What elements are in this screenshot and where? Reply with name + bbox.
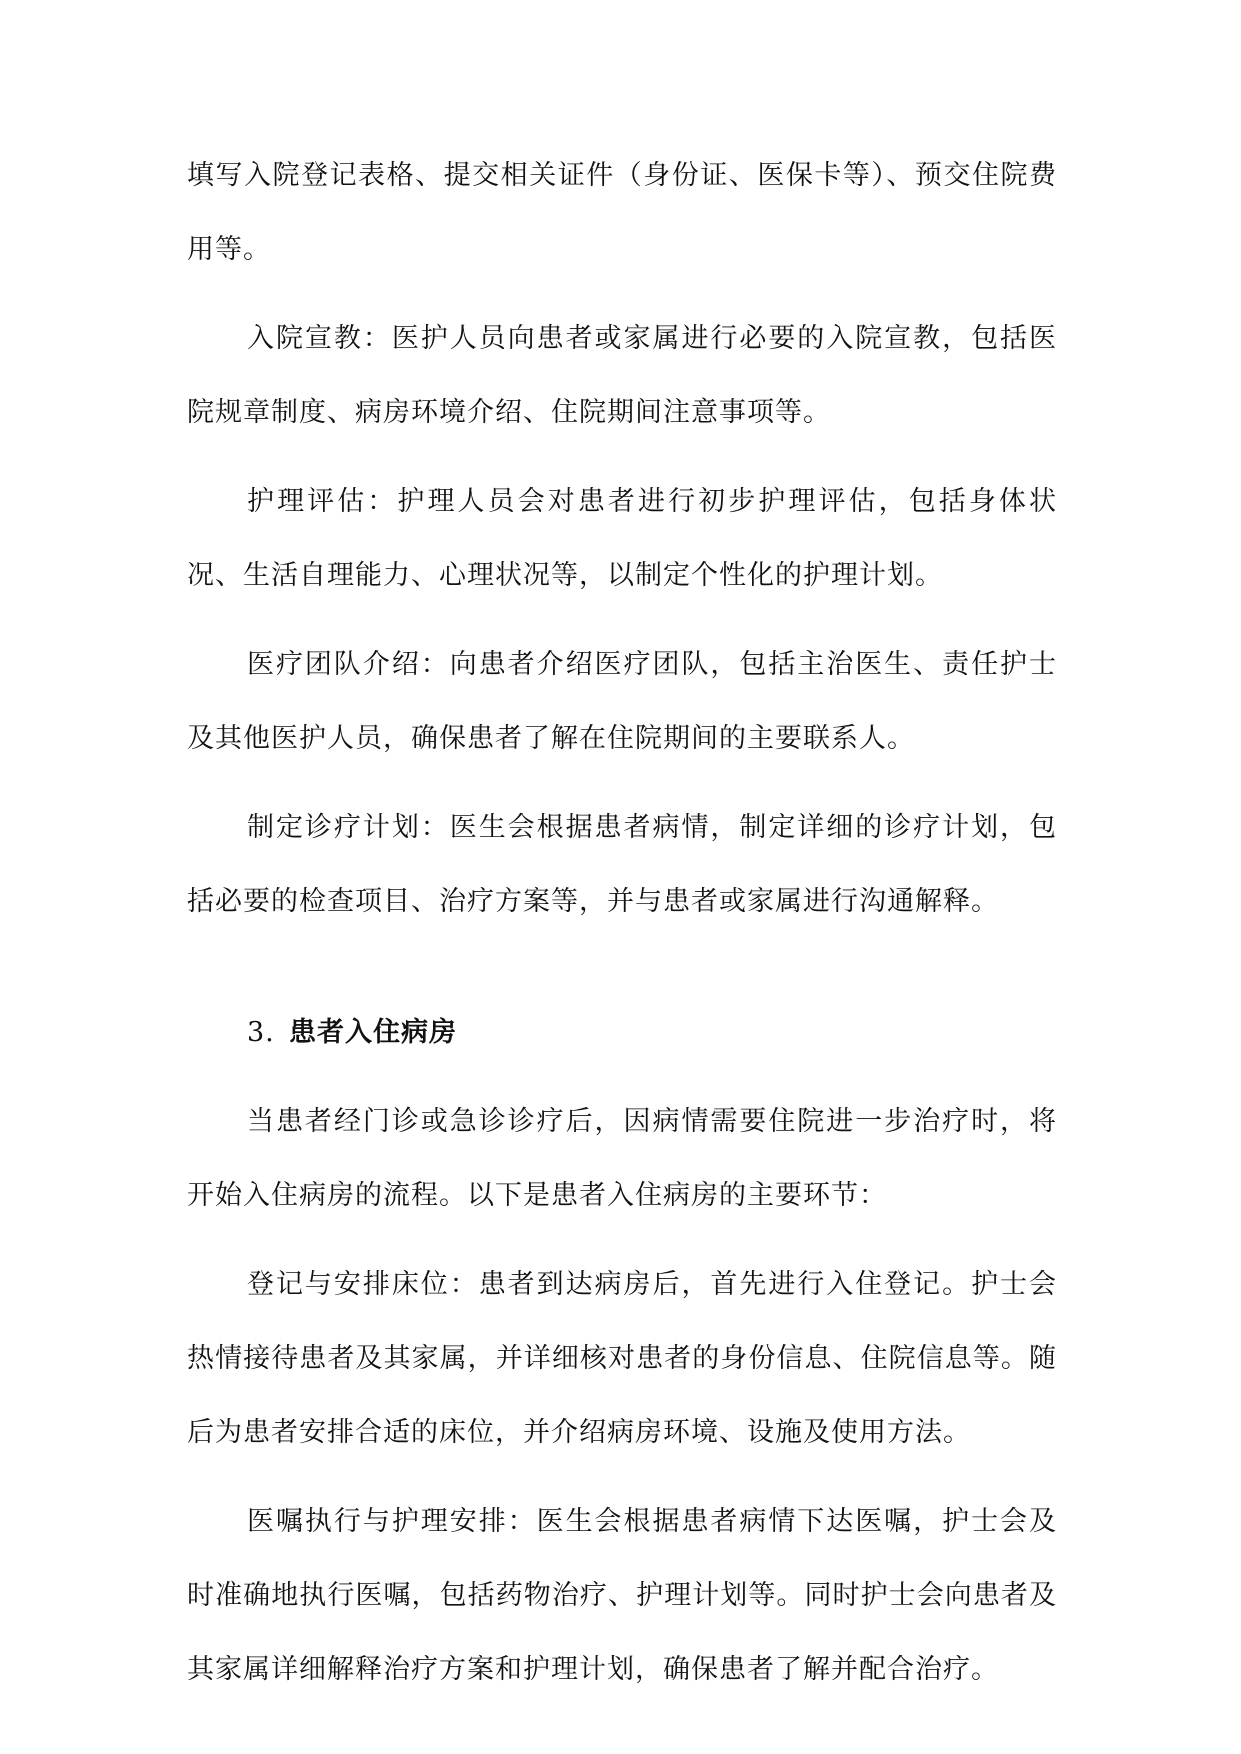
document-body xyxy=(187,139,1057,1722)
paragraph-treatment-plan: 制定诊疗计划：医生会根据患者病情，制定详细的诊疗计划，包括必要的检查项目、治疗方案等，并与患者或家属进行沟通解释。 xyxy=(187,812,1057,917)
paragraph-admission-education: 入院宣教：医护人员向患者或家属进行必要的入院宣教，包括医院规章制度、病房环境介绍、住院期间注意事项等。 xyxy=(187,323,1057,428)
paragraph-nursing-assessment: 护理评估：护理人员会对患者进行初步护理评估，包括身体状况、生活自理能力、心理状况等，以制定个性化的护理计划。 xyxy=(187,486,1057,591)
section-spacer xyxy=(187,954,1057,996)
paragraph-medical-team-intro: 医疗团队介绍：向患者介绍医疗团队，包括主治医生、责任护士及其他医护人员，确保患者了解在住院期间的主要联系人。 xyxy=(187,649,1057,754)
paragraph-admission-registration: 填写入院登记表格、提交相关证件（身份证、医保卡等）、预交住院费用等。 xyxy=(187,160,1057,265)
section-title: 患者入住病房 xyxy=(289,1017,457,1048)
paragraph-bed-registration: 登记与安排床位：患者到达病房后，首先进行入住登记。护士会热情接待患者及其家属，并详细核对患者的身份信息、住院信息等。随后为患者安排合适的床位，并介绍病房环境、设施及使用方法。 xyxy=(187,1269,1057,1448)
paragraph-ward-intro: 当患者经门诊或急诊诊疗后，因病情需要住院进一步治疗时，将开始入住病房的流程。以下是患者入住病房的主要环节： xyxy=(187,1106,1057,1211)
paragraph-doctor-orders: 医嘱执行与护理安排：医生会根据患者病情下达医嘱，护士会及时准确地执行医嘱，包括药物治疗、护理计划等。同时护士会向患者及其家属详细解释治疗方案和护理计划，确保患者了解并配合治疗。 xyxy=(187,1506,1057,1685)
section-heading xyxy=(187,996,1057,1070)
section-number: 3. xyxy=(247,1017,275,1048)
